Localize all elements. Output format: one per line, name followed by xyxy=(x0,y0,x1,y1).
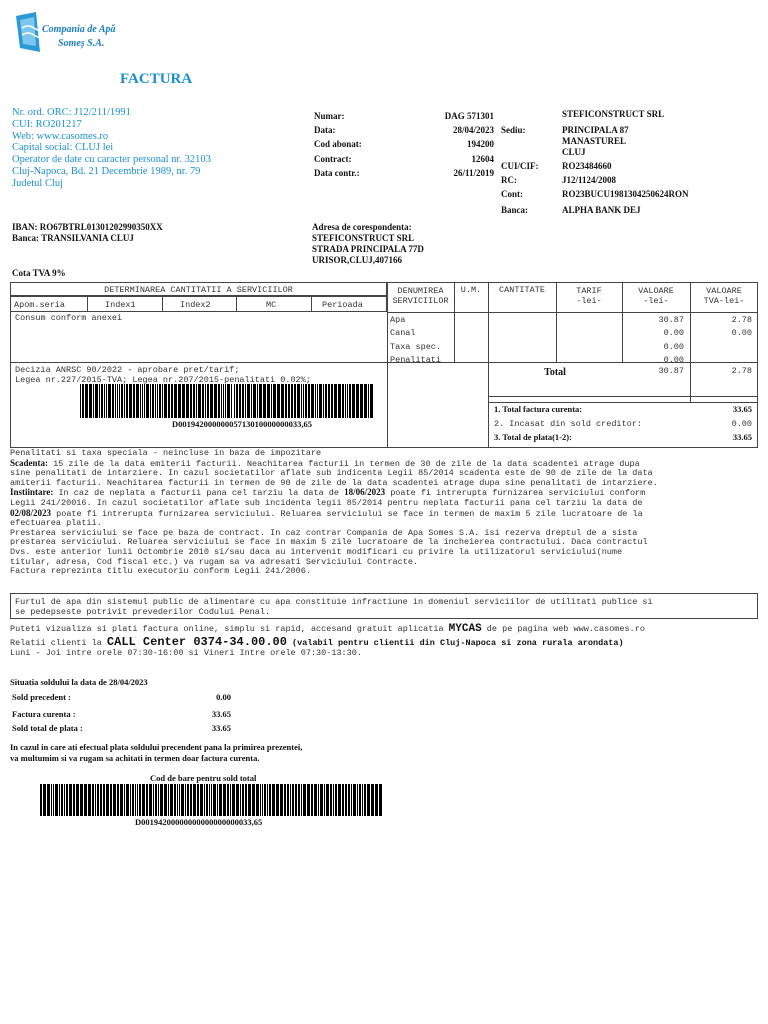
client-sediu-label: Sediu: xyxy=(501,125,526,135)
service-value: 30.87 xyxy=(658,315,684,325)
prestarea-text: Prestarea serviciului se face pe baza de contract. In caz contrar Compania de Apa Somes S.A. isi rezerva dreptul de a sista xyxy=(10,527,638,538)
instiintare-text: poate fi intrerupta furnizarea serviciului conform xyxy=(385,488,646,499)
sold-title: Situatia soldului la data de 28/04/2023 xyxy=(10,677,148,687)
decizia-line: Legea nr.227/2015-TVA; Legea nr.207/2015-penalitati 0.02%; xyxy=(15,374,311,385)
decizia-line: Decizia ANRSC 90/2022 - aprobare pret/tarif; xyxy=(15,365,240,375)
service-name: Canal xyxy=(390,328,416,339)
col-valoare-line: VALOARE xyxy=(638,286,674,296)
services-table xyxy=(10,282,758,448)
invoice-label: Contract: xyxy=(314,153,352,164)
barcode-total-text: D00194200000000000000000033,65 xyxy=(135,817,263,827)
prestarea-text: Factura reprezinta titlu executoriu conform Legii 241/2006. xyxy=(10,566,311,577)
correspondence-line: STEFICONSTRUCT SRL xyxy=(312,233,415,243)
correspondence-label: Adresa de corespondenta: xyxy=(312,222,412,232)
service-list xyxy=(390,314,441,367)
mycas-app: MYCAS xyxy=(448,623,482,635)
sub-header: MC xyxy=(266,300,277,310)
call-center-note: (valabil pentru clientii din Cluj-Napoca si zona rurala arondata) xyxy=(286,638,624,648)
scadenta-label: Scadenta: xyxy=(10,457,48,468)
barcode-total-title: Cod de bare pentru sold total xyxy=(150,773,257,783)
invoice-label: Numar: xyxy=(314,111,345,121)
service-name: Taxa spec. xyxy=(390,341,442,352)
barcode-invoice-text: D00194200000005713010000000033,65 xyxy=(172,419,313,429)
prestarea-text: prestarea serviciului. Reluarea serviciului se face in maxim 5 zile lucratoare de la incheierea contractului. Daca contractul xyxy=(10,537,648,548)
factura-curenta: 33.65 xyxy=(211,709,231,719)
service-value: 0.00 xyxy=(663,341,684,352)
instiintare-label: Instiintare: xyxy=(10,487,54,498)
service-tva: 0.00 xyxy=(731,328,752,339)
correspondence-address xyxy=(312,222,424,266)
col-valoare-tva xyxy=(690,286,758,306)
col-valoare xyxy=(622,286,690,306)
furtul-line: se pedepseste potrivit prevederilor Codului Penal. xyxy=(15,607,271,617)
instiintare-date: 02/08/2023 xyxy=(10,507,52,518)
page-title: FACTURA xyxy=(120,71,193,87)
sum-value-3: 33.65 xyxy=(732,432,752,442)
valori-tva-list xyxy=(690,314,752,341)
client-cui: RO23484660 xyxy=(562,161,612,171)
col-denumirea-line: SERVICIILOR xyxy=(392,296,449,306)
invoice-contract: 12604 xyxy=(471,153,494,164)
prestarea-text: titular, adresa, Cod fiscal etc.) va rugam sa va adresati Serviciului Contracte. xyxy=(10,556,419,567)
penalitati-note: Penalitati si taxa speciala - neincluse in baza de impozitare xyxy=(10,448,322,458)
decizia-text xyxy=(15,366,311,385)
relatii-text: Relatii clienti la xyxy=(10,638,107,648)
col-tarif-line: -lei- xyxy=(576,296,602,306)
company-info xyxy=(12,107,211,190)
sum-label-2: 2. Incasat din sold creditor: xyxy=(494,419,642,429)
total-label: Total xyxy=(544,367,566,378)
service-tva: 2.78 xyxy=(731,315,752,325)
col-tarif-line: TARIF xyxy=(576,286,602,296)
invoice-label: Data contr.: xyxy=(314,167,360,178)
prestarea-text: Dvs. este anterior lunii Octombrie 2010 si/sau daca au intervenit modificari cu privire la utilizatorul serviciului(nume xyxy=(10,546,623,557)
client-label: CUI/CIF: xyxy=(501,161,539,171)
total-valoare: 30.87 xyxy=(658,366,684,376)
cota-tva: Cota TVA 9% xyxy=(12,268,66,278)
correspondence-line: URISOR,CLUJ,407166 xyxy=(312,255,403,265)
barcode-invoice xyxy=(80,384,375,418)
client-label: Banca: xyxy=(501,205,528,215)
service-value: 0.00 xyxy=(663,328,684,339)
service-name: Penalitati xyxy=(390,354,442,365)
sold-label: Sold precedent : xyxy=(12,692,71,702)
company-line: Operator de date cu caracter personal nr. 32103 xyxy=(12,154,211,166)
col-valoare-tva-line: TVA-lei- xyxy=(703,296,745,306)
consum-text: Consum conform anexei xyxy=(15,313,123,323)
program-text: Luni - Joi intre orele 07:30-16:00 si Vineri Intre orele 07:30-13:30. xyxy=(10,648,362,658)
scadenta-text: amiterii facturii. Neachitarea facturii in termen de 90 de zile de la data scadentei atrage dupa sine penalitati de intarziere. xyxy=(10,477,658,488)
logo-line-1: Compania de Apă xyxy=(42,24,116,35)
sediu-line: PRINCIPALA 87 xyxy=(562,125,629,135)
correspondence-line: STRADA PRINCIPALA 77D xyxy=(312,244,424,254)
service-value: 0.00 xyxy=(663,354,684,365)
sold-section xyxy=(10,677,250,734)
service-name: Apa xyxy=(390,315,406,325)
sold-label: Sold total de plata : xyxy=(12,723,83,733)
client-rc: J12/1124/2008 xyxy=(562,175,617,185)
client-label: RC: xyxy=(501,175,517,185)
company-line: Nr. ord. ORC: J12/211/1991 xyxy=(12,107,131,118)
client-sediu xyxy=(562,125,629,158)
bank-name: Banca: TRANSILVANIA CLUJ xyxy=(12,233,134,243)
instiintare-date: 18/06/2023 xyxy=(344,487,386,498)
call-center: CALL Center 0374-34.00.00 xyxy=(106,635,287,649)
det-header: DETERMINAREA CANTITATII A SERVICIILOR xyxy=(104,285,293,295)
bank-info xyxy=(12,222,163,244)
col-valoare-line: -lei- xyxy=(643,296,669,306)
sub-header: Perioada xyxy=(322,300,363,310)
total-tva: 2.78 xyxy=(731,366,752,376)
online-info xyxy=(10,623,760,658)
sub-header: Apom.seria xyxy=(14,300,66,310)
col-valoare-tva-line: VALOARE xyxy=(706,286,742,296)
instiintare-text: Legii 241/20016. In cazul societatilor aflate sub incidenta legii 85/2014 pentru neplata facturii pana cel tarziu la data de xyxy=(10,497,643,508)
scadenta-text: 15 zile de la data emiterii facturii. Neachitarea facturii in termen de 30 de zile de la data scadentei atrage dupa xyxy=(48,458,640,469)
logo-line-2: Someș S.A. xyxy=(58,38,105,49)
sum-label-3: 3. Total de plata(1-2): xyxy=(494,432,572,442)
sold-label: Factura curenta : xyxy=(12,709,76,719)
sediu-line: MANASTUREL xyxy=(562,136,627,146)
closing-note xyxy=(10,742,302,764)
company-line: Cluj-Napoca, Bd. 21 Decembrie 1989, nr. 79 xyxy=(12,165,201,177)
barcode-total xyxy=(40,784,382,816)
scadenta-text: sine penalitati de intarziere. In cazul societatilor aflate sub indicenta Legii 85/2014 scadenta este de 90 de zile de la data xyxy=(10,468,653,479)
invoice-cod-abonat: 194200 xyxy=(467,139,494,150)
invoice-label: Cod abonat: xyxy=(314,139,362,150)
sum-value-1: 33.65 xyxy=(732,404,752,414)
client-banca: ALPHA BANK DEJ xyxy=(562,205,641,215)
client-label: Cont: xyxy=(501,189,523,199)
company-line: Web: www.casomes.ro xyxy=(12,130,109,142)
col-tarif xyxy=(556,286,622,306)
company-line: CUI: RO201217 xyxy=(12,118,82,130)
valori-list xyxy=(622,314,684,367)
col-cantitate: CANTITATE xyxy=(499,285,545,295)
online-text: de pe pagina web www.casomes.ro xyxy=(481,624,645,634)
col-denumirea-line: DENUMIREA xyxy=(397,286,444,296)
company-line: Judetul Cluj xyxy=(12,177,64,189)
sub-header: Index2 xyxy=(180,300,211,310)
furtul-line: Furtul de apa din sistemul public de alimentare cu apa constituie infractiune in domeniul serviciilor de utilitati publice si xyxy=(15,597,653,607)
client-name: STEFICONSTRUCT SRL xyxy=(562,109,665,119)
closing-line: In cazul in care ati efectual plata soldului precendent pana la primirea prezentei, xyxy=(10,742,303,752)
invoice-number: DAG 571301 xyxy=(444,111,494,121)
closing-line: va multumim si va rugam sa achitati in termen doar factura curenta. xyxy=(10,753,260,763)
sold-total: 33.65 xyxy=(211,723,231,733)
invoice-date: 28/04/2023 xyxy=(452,125,494,136)
invoice-label: Data: xyxy=(314,125,336,136)
sub-header: Index1 xyxy=(105,300,136,310)
sum-label-1: 1. Total factura curenta: xyxy=(494,404,583,414)
iban: IBAN: RO67BTRL01301202990350XX xyxy=(12,222,163,232)
company-line: Capital social: CLUJ lei xyxy=(12,142,114,154)
client-cont: RO23BUCU1981304250624RON xyxy=(562,189,689,199)
online-text: Puteti vizualiza si plati factura online, simplu si rapid, accesand gratuit aplicatia xyxy=(10,624,449,634)
sold-precedent: 0.00 xyxy=(216,692,231,702)
col-um: U.M. xyxy=(460,285,482,295)
sum-value-2: 0.00 xyxy=(731,419,752,429)
furtul-box xyxy=(10,593,758,619)
invoice-details xyxy=(314,109,494,180)
col-denumirea xyxy=(387,286,454,306)
company-logo xyxy=(14,8,114,56)
notes xyxy=(10,449,760,577)
instiintare-text: In caz de neplata a facturii pana cel tarziu la data de xyxy=(53,488,345,499)
instiintare-text: poate fi intrerupta furnizarea serviciului. Reluarea serviciului se face in termen de maxim 5 zile lucratoare de la xyxy=(51,508,643,519)
sediu-line: CLUJ xyxy=(562,147,586,157)
instiintare-text: efectuarea platii. xyxy=(10,518,102,529)
invoice-data-contract: 26/11/2019 xyxy=(453,167,494,178)
